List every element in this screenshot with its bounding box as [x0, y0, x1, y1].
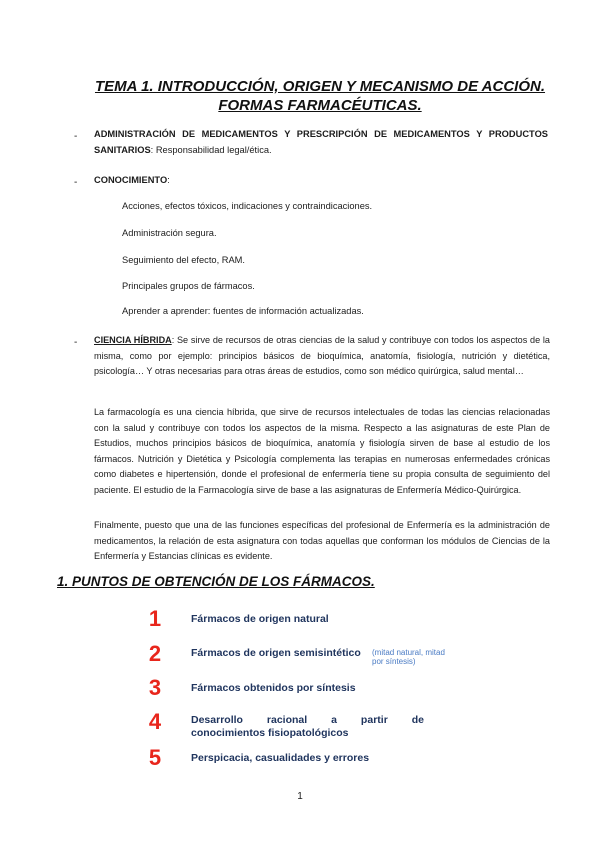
item-number-1: 1 [148, 606, 162, 631]
item-label-1: Fármacos de origen natural [191, 613, 329, 625]
bullet-administracion-heading: ADMINISTRACIÓN DE MEDICAMENTOS Y PRESCRIPCIÓN DE MEDICAMENTOS Y PRODUCTOS [94, 129, 548, 139]
sub-item: Administración segura. [122, 228, 217, 238]
item-number-2: 2 [148, 641, 162, 666]
sub-item: Seguimiento del efecto, RAM. [122, 255, 245, 265]
bullet-conocimiento-colon: : [167, 175, 170, 185]
item-number-4: 4 [148, 709, 162, 734]
bullet-ciencia-hibrida [94, 333, 550, 380]
item-note-2-line-1: (mitad natural, mitad [372, 648, 445, 657]
item-label-3: Fármacos obtenidos por síntesis [191, 682, 356, 694]
sub-item: Acciones, efectos tóxicos, indicaciones y contraindicaciones. [122, 201, 373, 211]
item-number-3: 3 [148, 675, 162, 700]
item-label-4 [191, 714, 424, 740]
section-title: 1. PUNTOS DE OBTENCIÓN DE LOS FÁRMACOS. [57, 574, 375, 589]
bullet-conocimiento-heading: CONOCIMIENTO [94, 175, 168, 185]
bullet-administracion-text: : Responsabilidad legal/ética. [150, 144, 272, 155]
item-number-5: 5 [148, 745, 162, 770]
bullet-dash: - [74, 177, 78, 188]
item-label-4-line-2: conocimientos fisiopatológicos [191, 727, 349, 739]
page-number: 1 [297, 791, 303, 802]
item-note-2-line-2: por síntesis) [372, 657, 416, 666]
item-label-5: Perspicacia, casualidades y errores [191, 752, 370, 764]
bullet-ciencia-hibrida-heading: CIENCIA HÍBRIDA [94, 335, 172, 345]
bullet-dash: - [74, 337, 78, 348]
bullet-conocimiento [94, 173, 170, 189]
bullet-administracion [94, 127, 548, 158]
paragraph-farmacologia: La farmacología es una ciencia híbrida, que sirve de recursos intelectuales de todas las ciencias relacionadas con la salud y contribuye con todos los aspectos de la misma. Respecto a las asignaturas de este Plan de Estudios, muchos principios básicos de bioquímica, anatomía y fisiología sirven de base al estudio de los fármacos. Nutrición y Dietética y Psicología complementa las terapias en numerosas enfermedades crónicas como diabetes e hipertensión, donde el profesional de enfermería tiene su propia consulta de seguimiento del paciente. El estudio de la Farmacología sirve de base a las asignaturas de Enfermería Médico-Quirúrgica. [94, 407, 550, 495]
document-title-line-1: TEMA 1. INTRODUCCIÓN, ORIGEN Y MECANISMO DE ACCIÓN. [94, 78, 546, 95]
sub-item: Principales grupos de fármacos. [122, 281, 255, 291]
bullet-dash: - [74, 131, 78, 142]
sub-item: Aprender a aprender: fuentes de información actualizadas. [122, 306, 364, 316]
item-label-2: Fármacos de origen semisintético [191, 647, 361, 659]
paragraph-finalmente: Finalmente, puesto que una de las funciones específicas del profesional de Enfermería es la administración de medicamentos, la relación de esta asignatura con todas aquellas que conforman los módulos de Ciencias de la Enfermería y Estancias clínicas es evidente. [94, 520, 550, 561]
bullet-administracion-heading-cont: SANITARIOS [94, 144, 151, 155]
item-note-2 [372, 648, 445, 666]
item-label-4-line-1: Desarrollo racional a partir de [191, 714, 424, 726]
document-title-line-2: FORMAS FARMACÉUTICAS. [218, 97, 422, 114]
bullet-ciencia-hibrida-text: : Se sirve de recursos de otras ciencias de la salud y contribuye con todos los aspectos de la misma, como por ejemplo: principios básicos de bioquímica, anatomía, fisiología, nutrición y dietética, psicología… Y otras necesarias para otras áreas de estudios, como son médico quirúrgica, salud mental… [94, 335, 550, 376]
